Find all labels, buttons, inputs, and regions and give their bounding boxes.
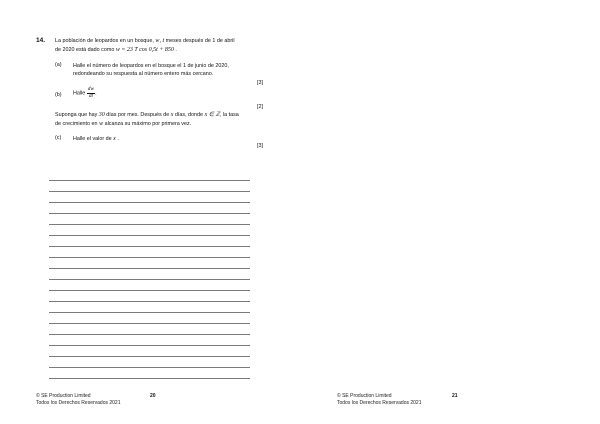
left-writing-line[interactable]	[49, 214, 250, 225]
part-b-end: .	[95, 90, 97, 97]
variable-x-2: x	[113, 136, 116, 142]
left-writing-line[interactable]	[49, 280, 250, 291]
answer-lines-left[interactable]	[49, 170, 250, 379]
derivative-numerator: dw	[87, 86, 95, 92]
part-c-instruction: Halle el valor de	[73, 136, 112, 142]
left-writing-line[interactable]	[49, 225, 250, 236]
left-writing-line[interactable]	[49, 247, 250, 258]
left-writing-line[interactable]	[49, 302, 250, 313]
left-writing-line[interactable]	[49, 258, 250, 269]
part-c-end: .	[117, 136, 119, 142]
part-c-label: (c)	[55, 135, 62, 141]
footer-left-rights: Todos los Derechos Reservados 2021	[36, 400, 121, 406]
stem2-text-1b: días por mes. Después de	[106, 112, 170, 118]
left-writing-line[interactable]	[49, 368, 250, 379]
derivative-fraction	[87, 87, 95, 99]
stem2-text-1c: días, donde	[174, 112, 204, 118]
page-number-left: 20	[150, 393, 156, 399]
stem2-text-1d: , la tasa	[219, 112, 239, 118]
variable-x: x	[170, 112, 174, 118]
part-b-label: (b)	[55, 92, 62, 98]
part-a-marks: [3]	[257, 80, 263, 86]
left-writing-line[interactable]	[49, 170, 250, 181]
stem-text-1b: ,	[159, 38, 161, 44]
part-b-marks: [2]	[257, 104, 263, 110]
left-writing-line[interactable]	[49, 181, 250, 192]
question-stem	[55, 37, 280, 54]
footer-left-copyright: © SE Production Limited	[36, 393, 91, 399]
stem2-text-2b: alcanza su máximo por primera vez.	[104, 120, 192, 127]
part-a-text	[73, 62, 263, 78]
left-writing-line[interactable]	[49, 203, 250, 214]
page-number-right: 21	[452, 393, 458, 399]
variable-w-2: w	[99, 120, 104, 127]
left-writing-line[interactable]	[49, 357, 250, 368]
stem-text-2a: de 2020 está dado como	[55, 46, 115, 53]
question-number: 14.	[36, 37, 46, 44]
right-page	[300, 0, 600, 424]
integer-condition: x ∈ ℤ	[204, 112, 220, 118]
stem-text-1a: La población de leopardos en un bosque,	[55, 38, 154, 44]
variable-w: w	[155, 38, 160, 44]
footer-right	[337, 393, 422, 407]
part-a-line2: redondeando su respuesta al número entero más cercano.	[73, 71, 214, 77]
days-per-month: 30	[98, 112, 105, 118]
left-writing-line[interactable]	[49, 192, 250, 203]
left-writing-line[interactable]	[49, 236, 250, 247]
part-c-marks: [3]	[257, 143, 263, 149]
part-a-label: (a)	[55, 62, 62, 68]
part-c-text	[73, 135, 263, 143]
footer-left	[36, 393, 121, 407]
part-a-line1: Halle el número de leopardos en el bosque el 1 de junio de 2020,	[73, 63, 229, 69]
stem-text-1c: meses después de 1 de abril	[165, 38, 235, 44]
left-writing-line[interactable]	[49, 291, 250, 302]
question-stem-2	[55, 111, 280, 128]
left-writing-line[interactable]	[49, 335, 250, 346]
derivative-denominator: dt	[88, 92, 94, 99]
part-b-instruction: Halle	[73, 90, 86, 97]
left-writing-line[interactable]	[49, 313, 250, 324]
footer-right-rights: Todos los Derechos Reservados 2021	[337, 400, 422, 406]
left-writing-line[interactable]	[49, 346, 250, 357]
stem2-text-1a: Suponga que hay	[55, 112, 98, 118]
stem2-text-2a: de crecimiento en	[55, 120, 98, 127]
left-writing-line[interactable]	[49, 324, 250, 335]
variable-t: t	[162, 38, 165, 44]
population-formula: w = 23 T cos 0,5t + 850	[115, 46, 174, 53]
part-b-text	[73, 87, 263, 99]
footer-right-copyright: © SE Production Limited	[337, 393, 392, 399]
left-writing-line[interactable]	[49, 269, 250, 280]
stem-text-2b: .	[175, 46, 177, 53]
